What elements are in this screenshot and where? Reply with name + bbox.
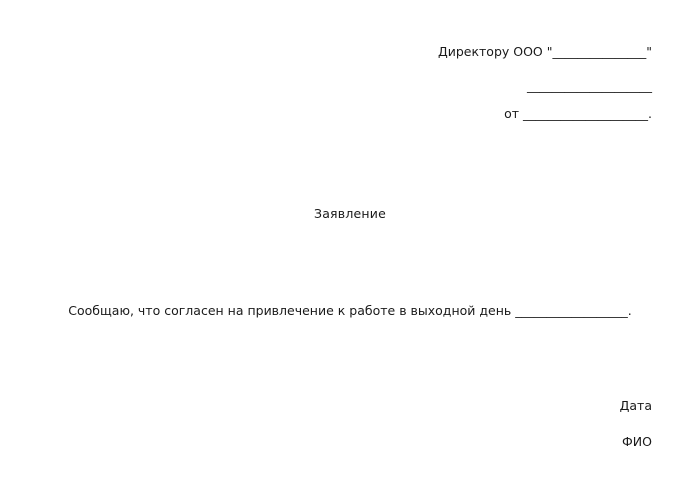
applicant-line: от ____________________.	[504, 106, 652, 121]
document-footer	[352, 398, 652, 449]
signature-name-label: ФИО	[622, 434, 652, 449]
addressee-blank-line: ____________________	[527, 78, 652, 93]
addressee-line: Директору ООО "_______________"	[437, 44, 652, 59]
date-label: Дата	[619, 398, 652, 413]
document-header	[292, 44, 652, 121]
document-title: Заявление	[313, 206, 387, 221]
document-body-text: Сообщаю, что согласен на привлечение к работе в выходной день __________________.	[68, 303, 632, 318]
